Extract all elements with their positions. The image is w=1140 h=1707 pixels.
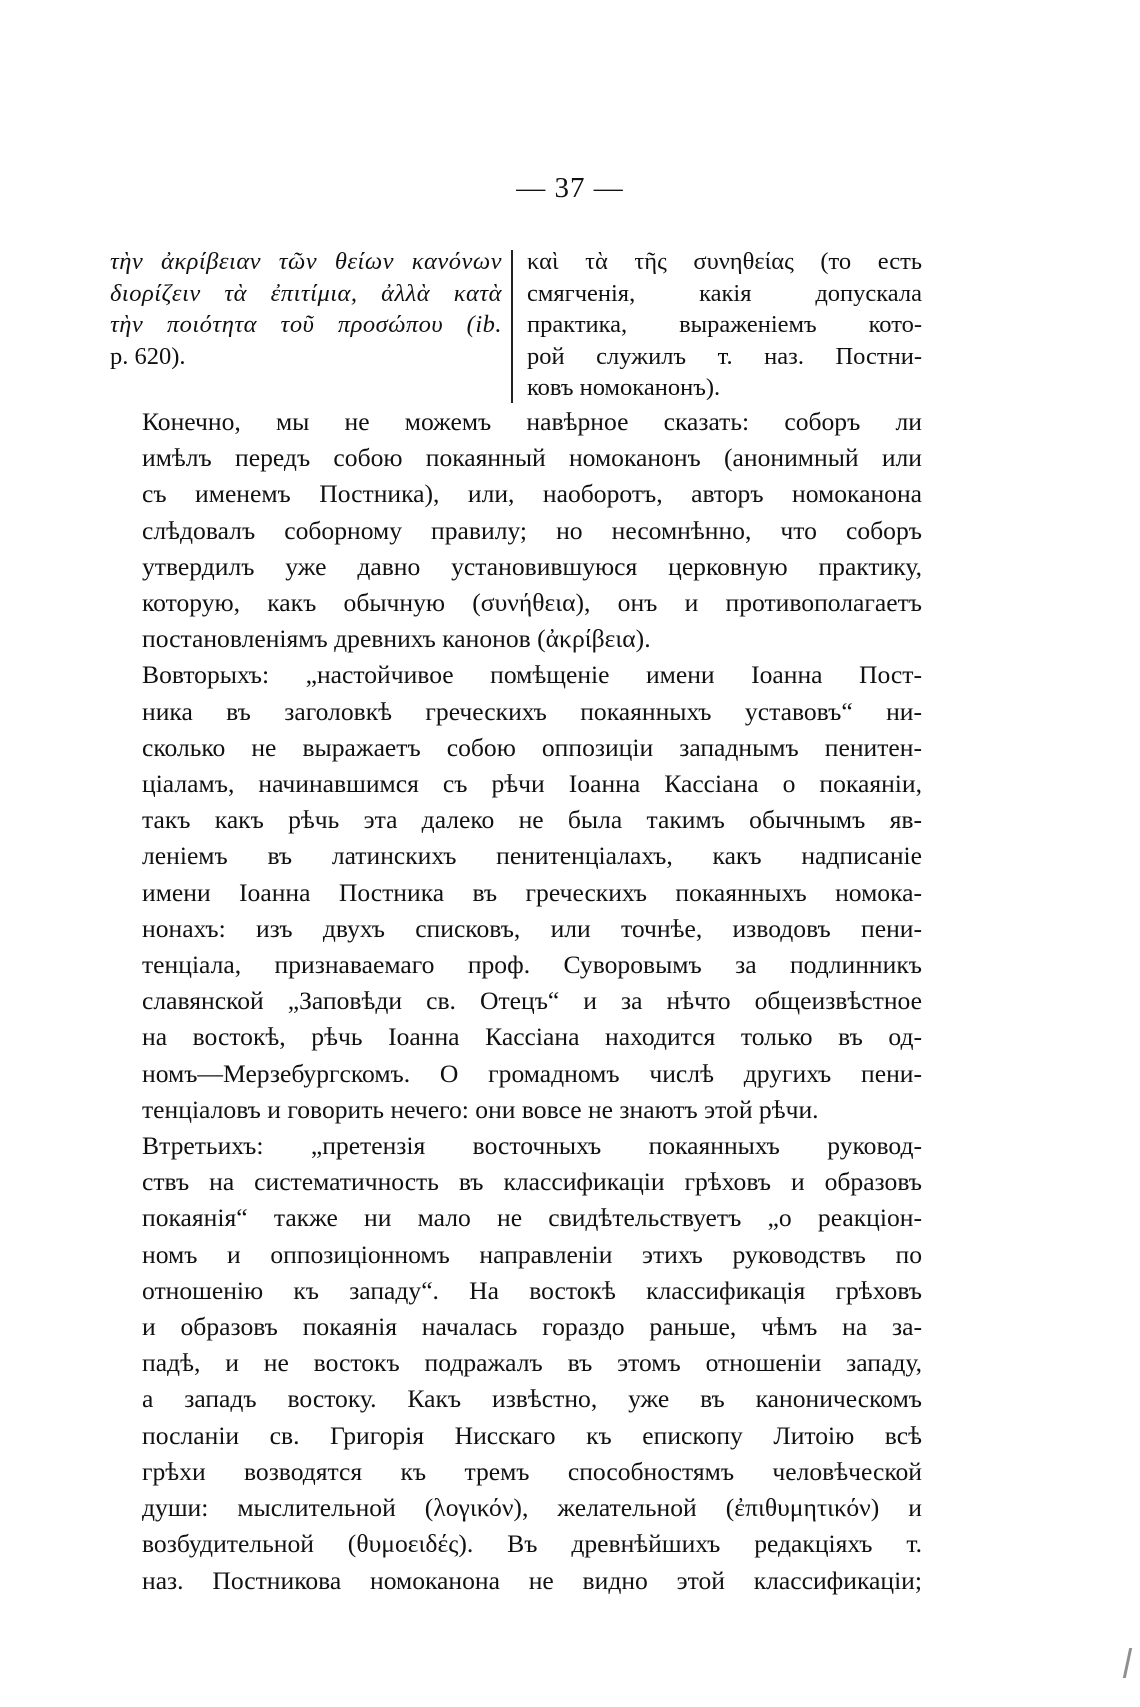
text-line: покаянія“ также ни мало не свидѣтельствуетъ „о реакціон- (142, 1203, 922, 1233)
paragraph-vtretikh (110, 1128, 922, 1599)
text-line: падѣ, и не востокъ подражалъ въ этомъ отношеніи западу, (142, 1348, 922, 1378)
text-line: имени Іоанна Постника въ греческихъ покаянныхъ номока- (142, 877, 922, 907)
text-line: слѣдовалъ соборному правилу; но несомнѣнно, что соборъ (142, 515, 922, 545)
text-line: тенціала, признаваемаго проф. Суворовымъ за подлинникъ (142, 950, 922, 980)
right-column-line: ковъ номоканонъ). (527, 374, 721, 402)
left-column-line: p. 620). (110, 342, 186, 370)
text-line: номъ—Мерзебургскомъ. О громадномъ числѣ другихъ пени- (142, 1058, 922, 1088)
text-line: постановленіямъ древнихъ канонов (ἀκρίβεια). (142, 624, 651, 654)
left-column-line: διορίζειν τὰ ἐπιτίμια, ἀλλὰ κατὰ (110, 279, 502, 307)
text-line: которую, какъ обычную (συνήθεια), онъ и противополагаетъ (142, 588, 922, 618)
text-line: грѣхи возводятся къ тремъ способностямъ человѣческой (142, 1456, 922, 1486)
paragraph-konechno (110, 404, 922, 657)
text-line: имѣлъ передъ собою покаянный номоканонъ (анонимный или (142, 443, 922, 473)
right-column-line: рой служилъ т. наз. Постни- (527, 342, 922, 370)
text-line: такъ какъ рѣчь эта далеко не была такимъ обычнымъ яв- (142, 805, 922, 835)
text-line: леніемъ въ латинскихъ пенитенціалахъ, какъ надписаніе (142, 841, 922, 871)
text-line: а западъ востоку. Какъ извѣстно, уже въ каноническомъ (142, 1384, 922, 1414)
text-line: Вовторыхъ: „настойчивое помѣщеніе имени Іоанна Пост- (142, 660, 922, 690)
text-line: утвердилъ уже давно установившуюся церковную практику, (142, 551, 922, 581)
text-line: и образовъ покаянія началась гораздо раньше, чѣмъ на за- (142, 1312, 922, 1342)
right-column (527, 246, 922, 404)
main-text (110, 404, 922, 1599)
text-line: сколько не выражаетъ собою оппозиціи западнымъ пенитен- (142, 732, 922, 762)
right-column-line: смягченія, какія допускала (527, 279, 922, 307)
right-column-line: καὶ τὰ τῆς συνηθείας (то есть (527, 248, 922, 275)
two-column-footnote (110, 246, 922, 403)
text-line: Втретьихъ: „претензія восточныхъ покаянныхъ руковод- (142, 1131, 922, 1161)
text-line: посланіи св. Григорія Нисскаго къ епископу Литоію всѣ (142, 1420, 922, 1450)
left-column (110, 246, 502, 372)
text-line: наз. Постникова номоканона не видно этой классификаціи; (142, 1565, 922, 1595)
text-line: возбудительной (θυμοειδές). Въ древнѣйшихъ редакціяхъ т. (142, 1529, 922, 1559)
right-column-line: практика, выраженіемъ кото- (527, 311, 922, 339)
text-line: нонахъ: изъ двухъ списковъ, или точнѣе, изводовъ пени- (142, 913, 922, 943)
column-divider (511, 250, 513, 403)
left-column-line: τὴν ἀκρίβειαν τῶν θείων κανόνων (110, 248, 502, 275)
text-line: ника въ заголовкѣ греческихъ покаянныхъ уставовъ“ ни- (142, 696, 922, 726)
text-line: ствъ на систематичность въ классификаціи грѣховъ и образовъ (142, 1167, 922, 1197)
text-line: Конечно, мы не можемъ навѣрное сказать: соборъ ли (142, 407, 922, 436)
scan-edge-mark (1101, 1648, 1132, 1678)
text-line: отношенію къ западу“. На востокѣ классификація грѣховъ (142, 1275, 922, 1305)
text-line: тенціаловъ и говорить нечего: они вовсе не знаютъ этой рѣчи. (142, 1094, 819, 1124)
text-line: ціаламъ, начинавшимся съ рѣчи Іоанна Кассіана о покаяніи, (142, 769, 922, 799)
page-number: — 37 — (516, 172, 624, 204)
text-line: номъ и оппозиціонномъ направленіи этихъ руководствъ по (142, 1239, 922, 1269)
text-line: съ именемъ Постника), или, наоборотъ, авторъ номоканона (142, 479, 922, 509)
paragraph-vovtorykh (110, 657, 922, 1128)
text-line: славянской „Заповѣди св. Отецъ“ и за нѣчто общеизвѣстное (142, 986, 922, 1016)
left-column-line: τὴν ποιότητα τοῦ προσώπου (ib. (110, 311, 502, 339)
text-line: на востокѣ, рѣчь Іоанна Кассіана находится только въ од- (142, 1022, 922, 1052)
text-line: души: мыслительной (λογικόν), желательной (ἐπιθυμητικόν) и (142, 1493, 922, 1523)
